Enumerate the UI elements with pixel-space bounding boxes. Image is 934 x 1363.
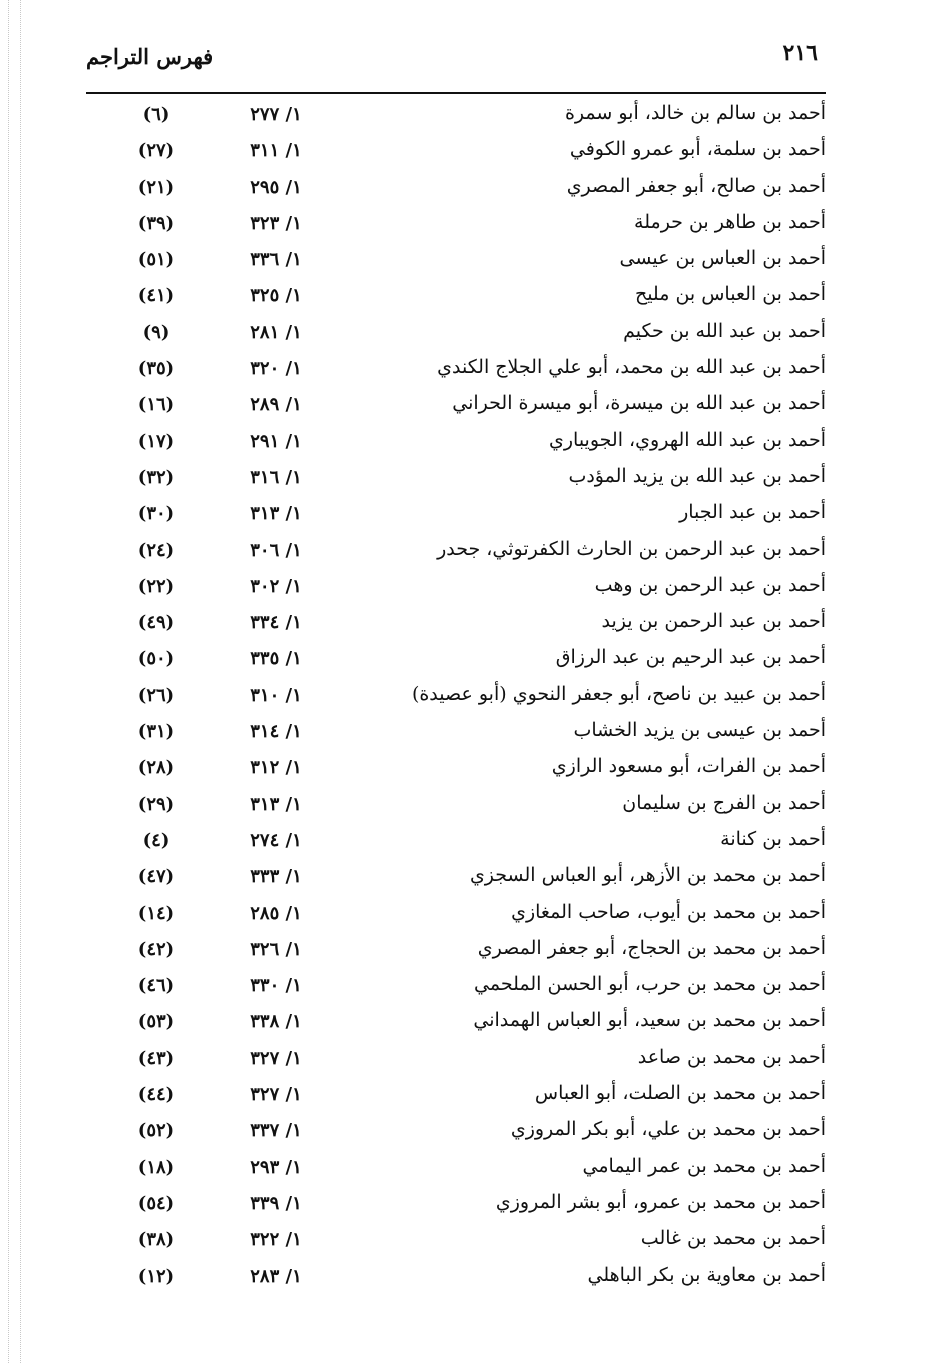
entry-name: أحمد بن محمد بن عمر اليمامي [582,1154,826,1177]
entry-name: أحمد بن محمد بن عمرو، أبو بشر المروزي [495,1190,826,1213]
index-row [86,171,826,207]
entry-name: أحمد بن الفرات، أبو مسعود الرازي [551,755,826,778]
entry-name: أحمد بن محمد بن الصلت، أبو العباس [534,1082,826,1105]
index-row [86,316,826,352]
entry-name: أحمد بن محمد بن صاعد [637,1045,826,1068]
entry-page-ref: ١/ ٣٢٣ [250,212,302,234]
entry-page-ref: ١/ ٣٣٥ [250,648,302,670]
index-row [86,98,826,134]
index-row [86,352,826,388]
entry-name: أحمد بن طاهر بن حرملة [634,210,826,233]
entry-number: (٥٤) [137,1192,175,1214]
entry-number: (٥٠) [137,648,175,670]
entry-page-ref: ١/ ٢٩١ [250,430,302,452]
index-row [86,642,826,678]
entry-page-ref: ١/ ٣٠٢ [250,575,302,597]
entry-number: (٢١) [137,176,175,198]
entry-page-ref: ١/ ٣٢٠ [250,358,302,380]
entry-page-ref: ١/ ٣١١ [250,140,302,162]
index-row [86,279,826,315]
entry-name: أحمد بن محمد بن الحجاج، أبو جعفر المصري [477,936,826,959]
entry-number: (٥٢) [137,1120,175,1142]
section-title: فهرس التراجم [86,44,214,69]
left-edge-dots-inner [20,0,21,1363]
entry-page-ref: ١/ ٣٣٦ [250,249,302,271]
index-row [86,534,826,570]
entry-name: أحمد بن عبيد بن ناصح، أبو جعفر النحوي (أبو عصيدة) [411,682,826,705]
entry-name: أحمد بن عبد الله الهروي، الجويباري [548,428,826,451]
entry-number: (٤) [142,829,170,851]
entry-name: أحمد بن صالح، أبو جعفر المصري [566,174,826,197]
entry-number: (١٨) [137,1156,175,1178]
entry-name: أحمد بن محمد بن أيوب، صاحب المغازي [511,900,826,923]
entry-number: (٣١) [137,721,175,743]
entry-name: أحمد بن عبد الله بن ميسرة، أبو ميسرة الحراني [452,392,826,415]
entry-name: أحمد بن محمد بن علي، أبو بكر المروزي [510,1118,826,1141]
entry-page-ref: ١/ ٢٨٣ [250,1265,302,1287]
entry-number: (٤١) [137,285,175,307]
entry-name: أحمد بن الفرج بن سليمان [622,791,826,814]
index-row [86,824,826,860]
entry-page-ref: ١/ ٢٨٩ [250,394,302,416]
entry-number: (٤٦) [137,975,175,997]
index-row [86,969,826,1005]
entry-page-ref: ١/ ٣١٤ [250,721,302,743]
entry-page-ref: ١/ ٣٣٠ [250,975,302,997]
header-rule [86,92,826,94]
entry-page-ref: ١/ ٢٨١ [250,321,302,343]
index-row [86,715,826,751]
entry-number: (٣٥) [137,358,175,380]
entry-name: أحمد بن سلمة، أبو عمرو الكوفي [569,138,826,161]
index-row [86,860,826,896]
index-row [86,497,826,533]
entry-number: (١٦) [137,394,175,416]
entry-number: (٢٢) [137,575,175,597]
entry-number: (٤٢) [137,938,175,960]
entry-page-ref: ١/ ٣١٣ [250,793,302,815]
index-row [86,1078,826,1114]
index-row [86,606,826,642]
entry-name: أحمد بن عبد الرحمن بن الحارث الكفرتوثي، جحدر [437,537,826,560]
index-row [86,1187,826,1223]
entry-name: أحمد بن عيسى بن يزيد الخشاب [573,719,826,742]
entry-name: أحمد بن عبد الرحمن بن يزيد [601,610,826,633]
entry-number: (١٢) [137,1265,175,1287]
entry-number: (٢٦) [137,684,175,706]
index-row [86,461,826,497]
entry-page-ref: ١/ ٣١٢ [250,757,302,779]
entry-name: أحمد بن كنانة [720,827,826,850]
entry-number: (٥١) [137,249,175,271]
entry-name: أحمد بن العباس بن مليح [634,283,826,306]
index-list [86,98,826,1296]
entry-name: أحمد بن عبد الله بن يزيد المؤدب [568,464,826,487]
entry-page-ref: ١/ ٣٠٦ [250,539,302,561]
index-row [86,1151,826,1187]
entry-name: أحمد بن معاوية بن بكر الباهلي [587,1263,826,1286]
page-number: ٢١٦ [782,40,818,66]
index-row [86,207,826,243]
index-row [86,1260,826,1296]
entry-page-ref: ١/ ٣٣٤ [250,612,302,634]
index-row [86,1042,826,1078]
entry-name: أحمد بن محمد بن حرب، أبو الحسن الملحمي [474,973,826,996]
entry-number: (٢٤) [137,539,175,561]
entry-page-ref: ١/ ٣١٠ [250,684,302,706]
entry-number: (٣٠) [137,503,175,525]
entry-number: (٣٢) [137,466,175,488]
entry-page-ref: ١/ ٢٩٣ [250,1156,302,1178]
entry-name: أحمد بن محمد بن غالب [640,1227,826,1250]
entry-page-ref: ١/ ٣١٣ [250,503,302,525]
entry-number: (٢٧) [137,140,175,162]
entry-page-ref: ١/ ٣٢٥ [250,285,302,307]
entry-name: أحمد بن عبد الرحيم بن عبد الرزاق [555,646,826,669]
entry-name: أحمد بن سالم بن خالد، أبو سمرة [564,102,826,124]
entry-page-ref: ١/ ٣١٦ [250,466,302,488]
entry-name: أحمد بن عبد الجبار [679,501,826,524]
index-row [86,1005,826,1041]
entry-page-ref: ١/ ٣٢٦ [250,938,302,960]
index-row [86,1223,826,1259]
entry-page-ref: ١/ ٣٢٧ [250,1047,302,1069]
entry-name: أحمد بن عبد الله بن حكيم [623,319,826,342]
index-row [86,679,826,715]
index-row [86,897,826,933]
entry-name: أحمد بن محمد بن سعيد، أبو العباس الهمداني [473,1009,826,1032]
index-row [86,570,826,606]
index-row [86,933,826,969]
entry-name: أحمد بن محمد بن الأزهر، أبو العباس السجزي [469,864,826,887]
entry-number: (٣٩) [137,212,175,234]
entry-number: (٤٣) [137,1047,175,1069]
entry-number: (٤٩) [137,612,175,634]
index-row [86,134,826,170]
entry-number: (٤٧) [137,866,175,888]
entry-page-ref: ١/ ٢٧٤ [250,829,302,851]
entry-page-ref: ١/ ٣٣٩ [250,1192,302,1214]
entry-number: (٦) [142,104,170,125]
left-edge-dots [8,0,9,1363]
index-row [86,751,826,787]
entry-name: أحمد بن عبد الله بن محمد، أبو علي الجلاج الكندي [437,356,826,379]
entry-number: (٩) [142,321,170,343]
entry-name: أحمد بن عبد الرحمن بن وهب [594,573,826,596]
entry-number: (٣٨) [137,1229,175,1251]
entry-name: أحمد بن العباس بن عيسى [619,247,826,270]
entry-number: (٥٣) [137,1011,175,1033]
entry-page-ref: ١/ ٣٢٢ [250,1229,302,1251]
index-row [86,425,826,461]
entry-page-ref: ١/ ٢٧٧ [250,104,302,125]
page-header [86,32,826,90]
index-row [86,788,826,824]
index-row [86,388,826,424]
entry-number: (٢٩) [137,793,175,815]
entry-page-ref: ١/ ٢٨٥ [250,902,302,924]
index-row [86,243,826,279]
entry-page-ref: ١/ ٣٣٧ [250,1120,302,1142]
entry-number: (١٤) [137,902,175,924]
entry-page-ref: ١/ ٣٣٣ [250,866,302,888]
entry-number: (٢٨) [137,757,175,779]
entry-page-ref: ١/ ٣٢٧ [250,1084,302,1106]
entry-number: (٤٤) [137,1084,175,1106]
entry-page-ref: ١/ ٢٩٥ [250,176,302,198]
entry-number: (١٧) [137,430,175,452]
index-row [86,1114,826,1150]
entry-page-ref: ١/ ٣٣٨ [250,1011,302,1033]
